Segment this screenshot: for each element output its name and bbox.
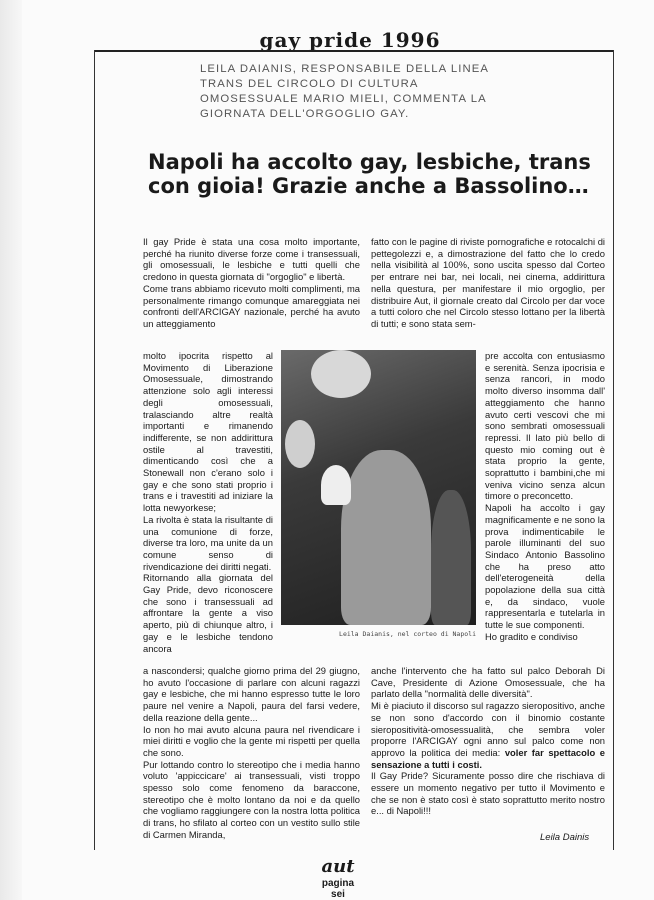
paragraph: Il gay Pride è stata una cosa molto importante, perché ha riunito diverse forze come i transessuali, gli omosessuali, le lesbiche e tutti quelli che credono in questa giornata di "orgoglio" e libertà. <box>143 236 360 283</box>
author-signature: Leila Dainis <box>540 832 590 843</box>
page-number <box>300 878 376 900</box>
balloon-shape <box>285 420 315 468</box>
balloon-shape <box>311 350 371 398</box>
column-2-middle <box>485 350 605 643</box>
page-label: pagina <box>321 878 355 889</box>
paragraph: a nascondersi; qualche giorno prima del 29 giugno, ho avuto l'occasione di parlare con alcuni ragazzi gay e lesbiche, che mi hanno espresso tutte le loro paure nel venire a Napoli, paura del farsi vedere, della reazione della gente... <box>143 665 360 723</box>
right-rule <box>613 50 614 850</box>
paragraph: Io non ho mai avuto alcuna paura nel rivendicare i miei diritti e voglio che la gente mi rispetti per quella che sono. <box>143 723 360 758</box>
page-edge-shadow <box>0 0 22 900</box>
paragraph: fatto con le pagine di riviste pornografiche e rotocalchi di pettegolezzi e, a dimostrazione del fatto che lo credo nella visibilità al 100%, sono uscita spesso dal Corteo per entrare nei bar, nei locali, nei cinema, addirittura nella questura, per manifestare il mio orgoglio, per distribuire Aut, il giornale creato dal Circolo per dar voce a tutti coloro che nel Circolo stesso lottano per la libertà di tutti; e sono stata sem- <box>371 236 605 329</box>
person-shape <box>431 490 471 625</box>
magazine-logo: aut <box>321 856 355 877</box>
paragraph: Come trans abbiamo ricevuto molti complimenti, ma personalmente rimango comunque amareggiata nei confronti dell'ARCIGAY nazionale, perché ha avuto un atteggiamento <box>143 282 360 329</box>
column-1-middle <box>143 350 273 654</box>
person-shape <box>341 450 431 625</box>
cap-shape <box>321 465 351 505</box>
page-num: sei <box>331 889 345 900</box>
paragraph: anche l'intervento che ha fatto sul palco Deborah Di Cave, Presidente di Azione Omosessuale, che ha parlato della "normalità delle diversità". <box>371 665 605 700</box>
paragraph <box>371 700 605 770</box>
top-rule <box>94 50 614 52</box>
paragraph: Ho gradito e condiviso <box>485 630 578 642</box>
parade-photo <box>281 350 476 625</box>
paragraph: Ritornando alla giornata del Gay Pride, devo riconoscere che sono i transessuali ad affrontare la gente a viso aperto, più di chiunque altro, i gay e le lesbiche tendono ancora <box>143 572 273 654</box>
paragraph: pre accolta con entusiasmo e serenità. Senza ipocrisia e senza rancori, in modo molto diverso insomma dall' atteggiamento che hanno avuto certi vescovi che mi sono sembrati omosessuali repressi. Il lato più bello di questo mio coming out è stata proprio la gente, soprattutto i bambini,che mi veniva vicino senza alcun timore o preconcetto. <box>485 350 605 502</box>
article-kicker: LEILA DAIANIS, RESPONSABILE DELLA LINEA TRANS DEL CIRCOLO DI CULTURA OMOSESSUALE MARIO MIELI, COMMENTA LA GIORNATA DELL'ORGOGLIO GAY. <box>200 63 489 120</box>
section-header: gay pride 1996 <box>259 28 441 52</box>
paragraph: La rivolta è stata la risultante di una comunione di forze, diverse tra loro, ma unite da un comune senso di rivendicazione dei diritti negati. <box>143 513 273 572</box>
column-1-top <box>143 236 360 330</box>
bold-phrase: voler far spettacolo e sensazione a tutti i costi. <box>371 746 605 770</box>
paragraph: Napoli ha accolto i gay magnificamente e ne sono la prova indimenticabile le parole illuminanti del suo Sindaco Antonio Bassolino che ha preso atto dell'eterogeneità della popolazione della sua città e, da sindaco, vuole rappresentarla e tutelarla in tutte le sue componenti. <box>485 502 605 631</box>
article-headline: Napoli ha accolto gay, lesbiche, trans con gioia! Grazie anche a Bassolino… <box>148 150 591 198</box>
paragraph-text: Mi è piaciuto il discorso sul ragazzo sieropositivo, anche se non sono d'accordo con il binomio costante sieropositività-omosessualità, che sembra voler proporre l'ARCIGAY ogni anno sul palco come non approvo la politica dei media: <box>371 700 605 758</box>
column-2-bottom <box>371 665 605 817</box>
photo-caption: Leila Daianis, nel corteo di Napoli <box>339 630 476 638</box>
left-rule <box>94 50 95 850</box>
paragraph: Il Gay Pride? Sicuramente posso dire che rischiava di essere un momento negativo per tutto il Movimento e che se non è stato così è stato soprattutto merito nostro e... di Napoli!!! <box>371 770 605 817</box>
paragraph: Pur lottando contro lo stereotipo che i media hanno voluto 'appiccicare' ai transessuali, visti troppo spesso solo come fenomeno da baraccone, stereotipo che è molto lontano da noi e da quello che vogliamo raggiungere con la nostra lotta politica di trans, ho sfilato al corteo con un vestito sullo stile di Carmen Miranda, <box>143 758 360 840</box>
column-1-bottom <box>143 665 360 841</box>
paragraph: molto ipocrita rispetto al Movimento di Liberazione Omosessuale, dimostrando attenzione solo agli interessi degli omosessuali, tralasciando altre realtà importanti e rimanendo indifferente, se non addirittura ostile al travestiti, dimenticando così che a Stonewall non c'erano solo i gay e che sono stati proprio i trans e i travestiti ad iniziare la lotta newyorkese; <box>143 350 273 514</box>
column-2-top <box>371 236 605 330</box>
